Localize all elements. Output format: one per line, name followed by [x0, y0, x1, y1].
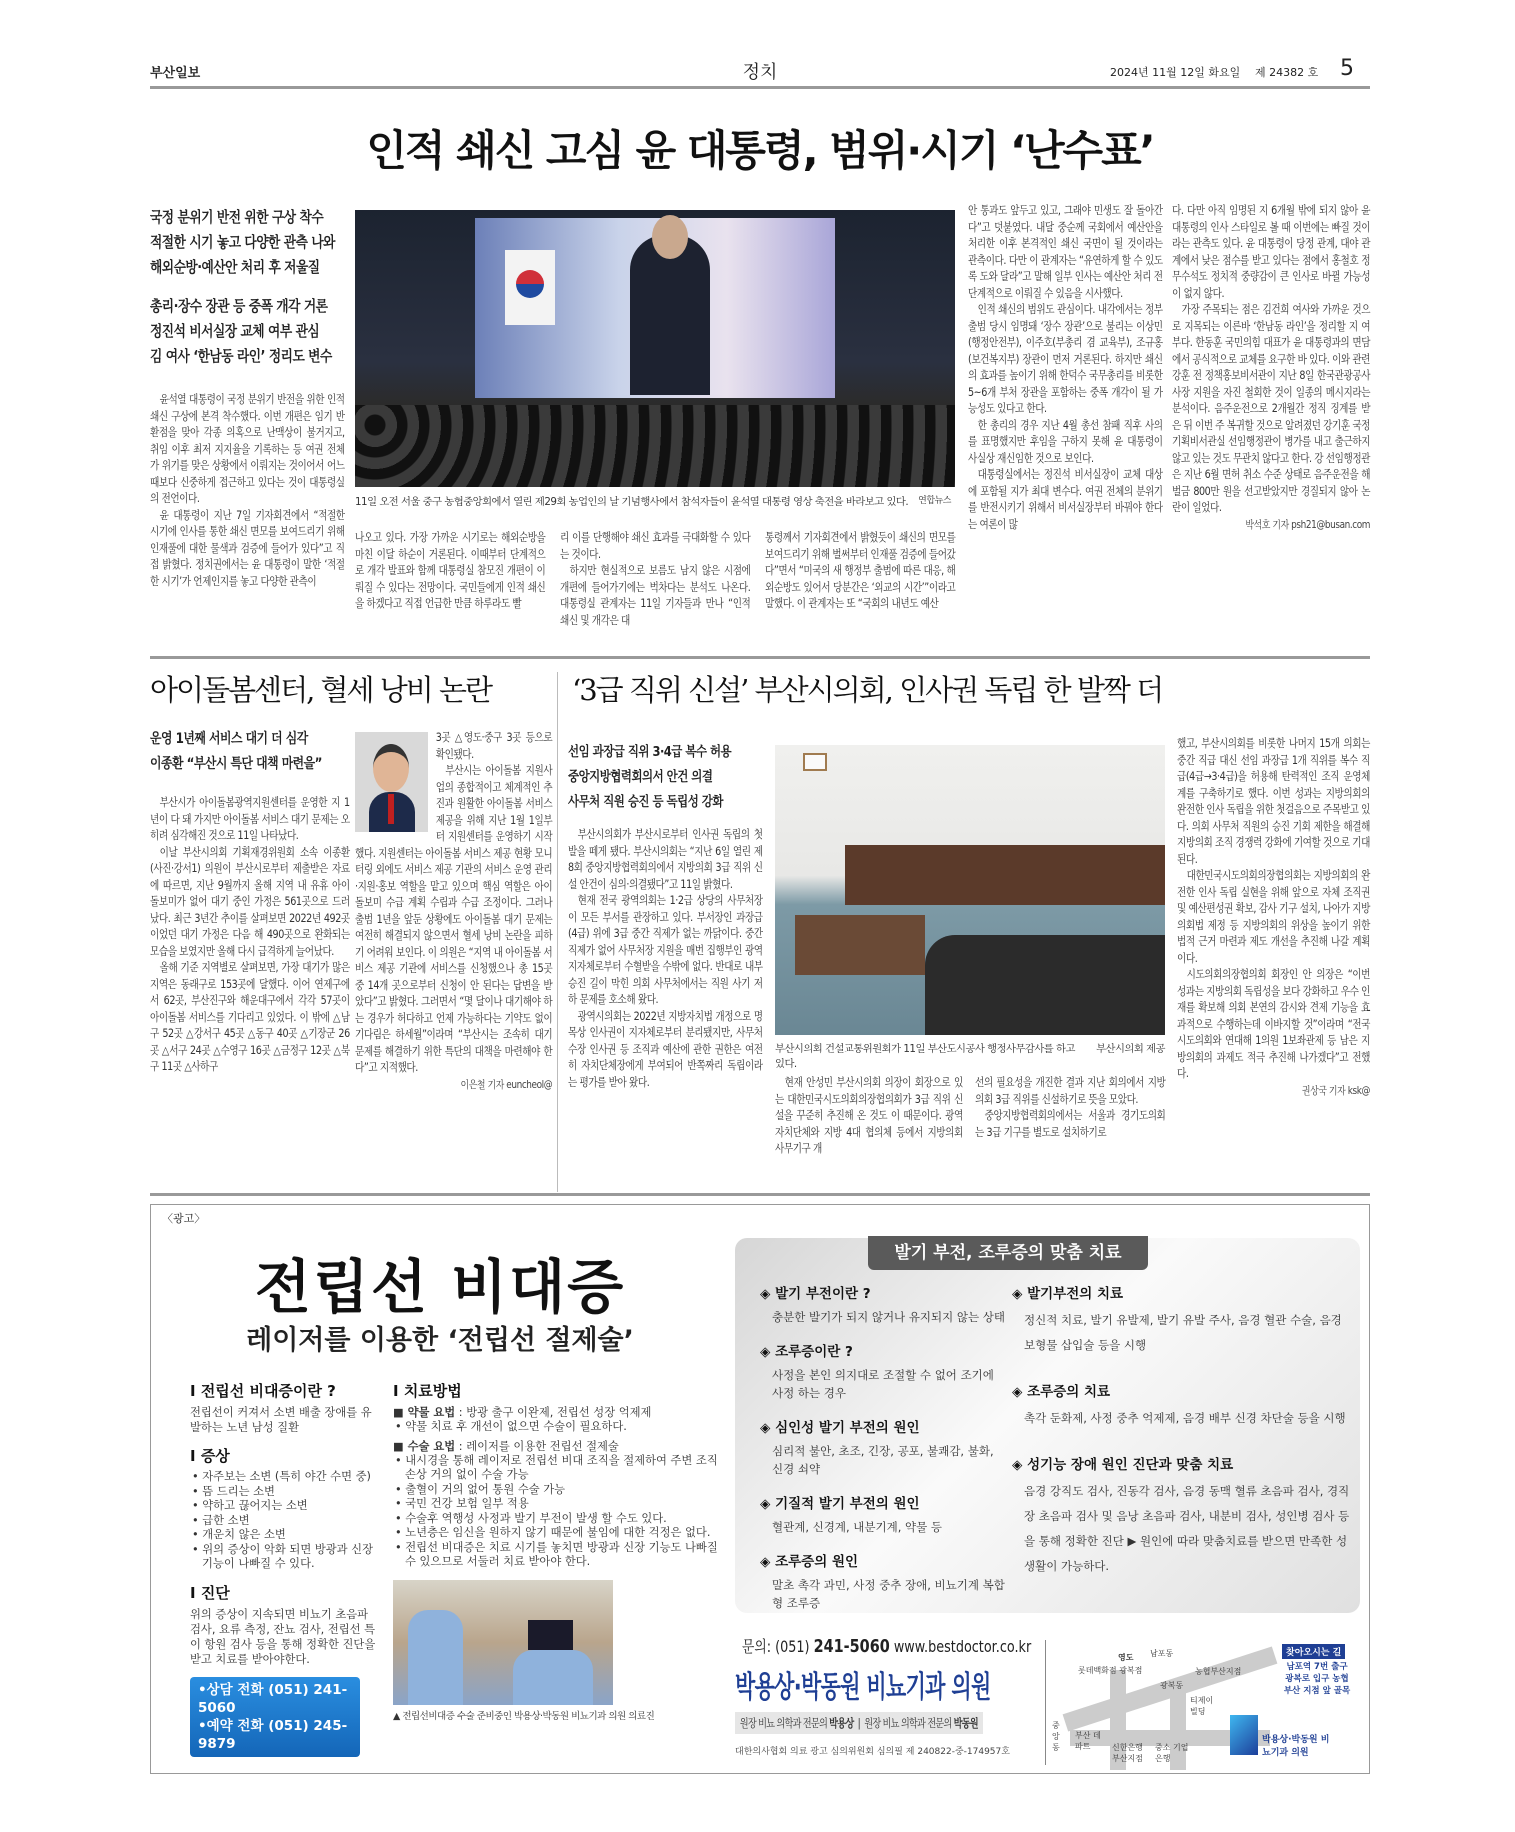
subhead: 사무처 직원 승진 등 독립성 강화: [568, 794, 723, 810]
contact-phone[interactable]: 241-5060: [813, 1636, 890, 1657]
speaker-figure: [630, 235, 710, 395]
article1-subheads: [150, 205, 350, 369]
list-item: • 위의 증상이 악화 되면 방광과 신장 기능이 나빠질 수 있다.: [192, 1542, 374, 1570]
panel-title: 발기 부전, 조루증의 맞춤 치료: [868, 1236, 1148, 1270]
paragraph: 중앙지방협력회의에서는 서울과 경기도의회는 3급 기구를 별도로 설치하기로: [975, 1109, 1166, 1139]
article2-col2: [355, 730, 552, 1093]
article3-col2: [775, 1075, 963, 1158]
paragraph: 현재 안성민 부산시의회 의장이 회장으로 있는 대한민국시도의회의장협의회가 3급 직위 신설을 꾸준히 추진해 온 것도 이 때문이다. 광역자치단체와 지방 4대 협의체 등에서 지방의회 사무기구 개: [775, 1076, 963, 1155]
article3-caption-row: [775, 1040, 1165, 1070]
panel-item-text: 음경 강직도 검사, 진동각 검사, 음경 동맥 혈류 초음파 검사, 경직장 초음파 검사 및 음낭 초음파 검사, 내분비 검사, 성인병 검사 등을 통해 정확한 진단 ▶ 원인에 따라 맞춤치료를 받으면 만족한 성생활이 가능하다.: [1024, 1484, 1350, 1573]
map-label: 티제이 빌딩: [1190, 1696, 1214, 1716]
section-rule: [150, 656, 1370, 659]
paragraph: 대한민국시도의회의장협의회는 지방의회의 완전한 인사 독립 실현을 위해 앞으로 자체 조직권 및 예산편성권 확보, 감사 기구 설치, 나아가 지방의회법 제정 등 지방의회의 위상을 높이기 위한 법적 근거 마련과 제도 개선을 추진해 나갈 계획이다.: [1177, 869, 1370, 965]
paragraph: 다. 다만 아직 임명된 지 6개월 밖에 되지 않아 윤 대통령의 인사 스타일로 볼 때 이번에는 빠질 것이라는 관측도 있다. 윤 대통령이 당정 관계, 대야 관계에서 낮은 점수를 받고 있다는 점에서 홍철호 정무수석도 정치적 중량감이 큰 인사로 바뀔 가능성이 없지 않다.: [1172, 204, 1371, 300]
photo-credit: 연합뉴스: [918, 496, 951, 506]
panel-item-text: 사정을 본인 의지대로 조절할 수 없어 조기에 사정 하는 경우: [772, 1368, 994, 1400]
list-item: • 급한 소변: [192, 1513, 250, 1527]
paragraph: 3곳 △영도·중구 3곳 등으로 확인됐다.: [435, 731, 553, 761]
panel-item-text: 충분한 발기가 되지 않거나 유지되지 않는 상태: [772, 1310, 1006, 1324]
surgery-photo-caption: ▲ 전립선비대증 수술 준비중인 박용상·박동원 비뇨기과 의원 의료진: [393, 1710, 655, 1722]
article3-col3: [975, 1075, 1165, 1141]
paragraph: 부산시의회가 부산시로부터 인사권 독립의 첫 발을 떼게 됐다. 부산시의회는 “지난 6일 열린 제8회 중앙지방협력회의에서 지방의회 3급 직위 신설 안건이 심의·의결됐다”고 11일 밝혔다.: [568, 828, 763, 891]
photo-caption: 부산시의회 건설교통위원회가 11일 부산도시공사 행정사무감사를 하고 있다.: [775, 1043, 1075, 1070]
ad-section-title: I 치료방법: [393, 1382, 462, 1400]
article1-photo: [355, 210, 955, 487]
article1-col3: [560, 530, 750, 629]
paragraph: 리 이를 단행해야 쇄신 효과를 극대화할 수 있다는 것이다.: [560, 531, 751, 561]
article3-subheads: [568, 740, 768, 815]
subhead: 총리·장수 장관 등 중폭 개각 거론: [150, 297, 328, 315]
subhead: 운영 1년째 서비스 대기 더 심각: [150, 731, 308, 747]
ad-what-title: 전립선 비대증이란 ?: [200, 1382, 336, 1400]
list-item: • 전립선 비대증은 치료 시기를 놓치면 방광과 신장 기능도 나빠질 수 있으므로 서둘러 치료 받아야 한다.: [395, 1540, 718, 1568]
masthead-issue: 제 24382 호: [1255, 66, 1319, 79]
map-label: 영도: [1118, 1653, 1134, 1662]
byline: 권상국 기자 ksk@: [1301, 1084, 1370, 1097]
list-item: • 뜸 드리는 소변: [192, 1484, 275, 1498]
section-rule: [150, 1193, 1370, 1196]
paragraph: 시도의회의장협의회 회장인 안 의장은 “이번 성과는 지방의회 독립성을 보다 강화하고 우수 인재를 확보해 의회 본연의 감시와 견제 기능을 효과적으로 수행하는데 이바지할 것”이라며 “전국 시도의회와 연대해 1의원 1보좌관제 등 남은 지방의회의 과제도 적극 추진해 나가겠다”고 전했다.: [1177, 968, 1370, 1080]
surgery-photo: [393, 1580, 613, 1705]
clinic-name: 박용상·박동원 비뇨기과 의원: [735, 1670, 991, 1705]
directions-title: 찾아오시는 길: [1282, 1644, 1345, 1659]
subhead: 해외순방·예산안 처리 후 저울질: [150, 258, 320, 276]
drug-therapy: ■ 약물 요법 : 방광 출구 이완제, 전립선 성장 억제제: [393, 1406, 652, 1419]
ad-what-text: 전립선이 커져서 소변 배출 장애를 유발하는 노년 남성 질환: [190, 1406, 372, 1434]
list-item: • 수술후 역행성 사정과 발기 부전이 발생 할 수도 있다.: [395, 1511, 667, 1525]
ad-treatment-col: [393, 1380, 728, 1722]
paragraph-part: 난 1월 1일부터 지원센터를 운영하기 시작했다. 지원센터는 아이돌봄 서비스 제공 현황 모니터링 외에도 서비스 제공 기관의 서비스 운영 관리·지원·홍보 역할을 맡고 있으며 핵심 역할은 아이 돌보미 수급 계획 수립과 수급 조정이다. 그러나 출범 1년을 앞둔 상황에도 아이돌봄 대기 문제는 여전히 해결되지 않으면서 혈세 낭비 논란을 피하기 어려워 보인다. 이 의원은 “지역 내 아이돌봄 서비스 제공 기관에 서비스를 신청했으나 총 15곳 중 14개 곳으로부터 신청이 안 된다는 답변을 받았다”고 밝혔다. 그러면서 “몇 달이나 대기해야 하는 경우가 허다하고 언제 가능하다는 기약도 없이 기다림은 하세월”이라며 “부산시는 조속히 대기 문제를 해결하기 위한 특단의 대책을 마련해야 한다”고 지적했다.: [355, 813, 553, 1074]
symptom-list: [190, 1470, 380, 1572]
masthead-rule: [150, 86, 1370, 89]
masthead-date: 2024년 11월 12일 화요일: [1110, 66, 1241, 79]
paragraph: 인적 쇄신의 범위도 관심이다. 내각에서는 정부 출범 당시 임명돼 ‘장수 장관’으로 불리는 이상민(행정안전부), 이주호(부총리 겸 교육부), 조규홍(보건복지부) 장관이 먼저 거론된다. 하지만 쇄신의 효과를 높이기 위해 한덕수 국무총리를 비롯한 5~6개 부처 장관을 포함하는 중폭 개각이 될 가능성도 있다고 한다.: [968, 303, 1163, 415]
paragraph: 현재 전국 광역의회는 1·2급 상당의 사무처장이 모든 부서를 관장하고 있다. 부서장인 과장급(4급) 위에 3급 중간 직제가 없는 까닭이다. 중간 직제가 없어 사무처장 지원을 매번 집행부인 광역지자체로부터 수혈받을 수밖에 없다. 반대로 내부 승진 길이 막힌 의회 사무처에서는 직원 사기 저하 문제를 호소해 왔다.: [568, 894, 763, 1006]
panel-item-title: ◈ 조루증의 치료: [1012, 1384, 1111, 1400]
article3-headline: ‘3급 직위 신설’ 부산시의회, 인사권 독립 한 발짝 더: [572, 673, 1163, 707]
subhead: 정진석 비서실장 교체 여부 관심: [150, 322, 320, 340]
panel-item-text: 정신적 치료, 발기 유발제, 발기 유발 주사, 음경 혈관 수술, 음경 보형물 삽입술 등을 시행: [1024, 1313, 1342, 1352]
contact-area: (051): [775, 1637, 810, 1656]
panel-item-title: ◈ 성기능 장애 원인 진단과 맞춤 치료: [1012, 1457, 1234, 1473]
ad-treat-title: 치료방법: [403, 1382, 462, 1400]
subhead: 국정 분위기 반전 위한 구상 착수: [150, 208, 324, 226]
panel-item-text: 말초 촉각 과민, 사정 중추 장애, 비뇨기계 복합형 조루증: [772, 1578, 1005, 1610]
ad-diag-text: 위의 증상이 지속되면 비뇨기 초음파 검사, 요류 측정, 잔뇨 검사, 전립선 특이 항원 검사 등을 통해 정확한 진단을 받고 치료를 받아야한다.: [190, 1607, 376, 1666]
ad-approval: 대한의사협회 의료 광고 심의위원회 심의필 제 240822-중-174957호: [735, 1747, 1010, 1757]
article2-subheads: [150, 727, 350, 777]
directions-text: 남포역 7번 출구 광복로 입구 농협 부산 지점 앞 골목: [1283, 1662, 1351, 1696]
map-label: 중소 기업은행: [1155, 1743, 1189, 1763]
ad-symptom-title: 증상: [200, 1447, 230, 1465]
article2-headline: 아이돌봄센터, 혈세 낭비 논란: [150, 673, 492, 707]
masthead-paper: 부산일보: [150, 66, 201, 81]
paragraph: 안 통과도 앞두고 있고, 그래야 민생도 잘 돌아간다”고 덧붙였다. 내달 중순께 국회에서 예산안을 처리한 이후 본격적인 쇄신 국면이 될 것이라는 관측이다. 다만 이 관계자는 “유연하게 할 수 있도록 도와 달라”고 말해 일부 인사는 예산안 처리 전 단계적으로 이뤄질 수 있음을 시사했다.: [968, 204, 1163, 300]
subhead: 김 여사 ‘한남동 라인’ 정리도 변수: [150, 347, 332, 365]
list-item: • 약하고 끊어지는 소변: [192, 1499, 308, 1512]
ad-section-title: I 증상: [190, 1447, 230, 1465]
panel-right: [1012, 1282, 1352, 1593]
audience: [355, 405, 955, 487]
article1-col5: [968, 203, 1163, 533]
ad-title: 전립선 비대증: [254, 1253, 626, 1321]
panel-item-text: 혈관계, 신경계, 내분기계, 약물 등: [772, 1520, 943, 1534]
panel-item-title: ◈ 심인성 발기 부전의 원인: [760, 1420, 920, 1436]
location-map: [1050, 1640, 1370, 1770]
phone-box: [190, 1677, 360, 1757]
ad-diag-title: 진단: [200, 1583, 230, 1602]
list-item: • 내시경을 통해 레이저로 전립선 비대 조직을 절제하여 주변 조직 손상 거의 없이 수술 가능: [395, 1453, 718, 1481]
ad-left-col: [190, 1380, 380, 1757]
list-item: • 출혈이 거의 없어 통원 수술 가능: [395, 1482, 566, 1496]
drug-list: [393, 1420, 728, 1435]
article1-col2: [355, 530, 545, 613]
ad-label: 〈광고〉: [162, 1212, 206, 1225]
article1-col1: [150, 392, 345, 590]
photo-credit: 부산시의회 제공: [1096, 1043, 1165, 1055]
surgery-list: [393, 1454, 728, 1570]
paragraph: 부산시가 아이돌봄광역지원센터를 운영한 지 1년이 다 돼 가지만 아이돌봄 서비스 대기 문제는 오히려 심각해진 것으로 11일 나타났다.: [150, 796, 350, 842]
byline: 박석호 기자 psh21@busan.com: [1245, 518, 1371, 531]
paragraph: 한 총리의 경우 지난 4월 총선 참패 직후 사의를 표명했지만 후임을 구하지 못해 윤 대통령이 사실상 재신임한 것으로 보인다.: [968, 418, 1163, 465]
clinic-building-icon: [1230, 1715, 1258, 1755]
flag-icon: [803, 753, 827, 771]
subhead: 이종환 “부산시 특단 대책 마련을”: [150, 756, 322, 772]
ad-section-title: I 전립선 비대증이란 ?: [190, 1382, 336, 1400]
article3-col1: [568, 827, 763, 1091]
panel-left: [760, 1282, 1005, 1626]
map-label: 농협부산지점: [1195, 1667, 1242, 1676]
paragraph-part: 부산시는 아이돌봄 지원사업의 종합적이고 체계적인 추진과 원활한 아이돌봄 서비스 제공을 위해 지: [435, 764, 553, 827]
reserve-phone[interactable]: •예약 전화 (051) 245-9879: [198, 1717, 348, 1752]
paragraph: 가장 주목되는 점은 김건희 여사와 가까운 것으로 지목되는 이른바 ‘한남동 라인’을 정리할 지 여부다. 한동훈 국민의힘 대표가 윤 대통령과의 면담에서 공식적으로 교체를 요구한 바 있다. 이와 관련 강훈 전 정책홍보비서관이 지난 8일 한국관광공사 사장 지원을 자진 철회한 것이 일종의 메시지라는 분석이다. 음주운전으로 2개월간 정직 징계를 받은 뒤 이번 주 복귀할 것으로 알려졌던 강기훈 국정기획비서관실 선임행정관이 병가를 내고 출근하지 않고 있는 것도 무관치 않다고 한다. 강 선임행정관은 지난 6월 면허 취소 수준 상태로 음주운전을 해 벌금 800만 원을 선고받았지만 경질되지 않아 논란이 일었다.: [1172, 303, 1371, 514]
list-item: • 국민 건강 보험 일부 적용: [395, 1497, 529, 1510]
paragraph: 올해 기준 지역별로 살펴보면, 가장 대기가 많은 지역은 동래구로 153곳에 달했다. 이어 연제구에서 62곳, 부산진구와 해운대구에서 각각 57곳이 아이돌봄 서비스를 기다리고 있었다. 이 밖에 △남구 52곳 △강서구 45곳 △동구 40곳 △기장군 26곳 △서구 24곳 △수영구 16곳 △금정구 12곳 △북구 11곳 △사하구: [150, 961, 350, 1073]
list-item: • 자주보는 소변 (특히 야간 수면 중): [192, 1470, 371, 1483]
contact-line: [742, 1634, 1031, 1657]
subhead: 중앙지방협력회의서 안건 의결: [568, 769, 713, 785]
page-number: 5: [1340, 56, 1354, 81]
doctors-line: 원장 비뇨 의학과 전문의 박용상 | 원장 비뇨 의학과 전문의 박동원: [735, 1712, 983, 1734]
map-label: 남포동: [1150, 1649, 1174, 1658]
map-label: 부산 데파트: [1075, 1731, 1101, 1751]
article3-col4: [1177, 736, 1370, 1099]
panel-item-title: ◈ 기질적 발기 부전의 원인: [760, 1496, 920, 1512]
panel-item-title: ◈ 발기부전의 치료: [1012, 1286, 1124, 1302]
paragraph: 윤석열 대통령이 국정 분위기 반전을 위한 인적 쇄신 구상에 본격 착수했다. 이번 개편은 임기 반환점을 맞아 각종 의혹으로 난맥상이 불거지고, 취임 이후 최저 지지율을 기록하는 등 여권 전체가 위기를 맞은 상황에서 이뤄지는 것이어서 어느 때보다 신중하게 접근하고 있다는 것이 대통령실의 전언이다.: [150, 393, 345, 505]
main-headline: 인적 쇄신 고심 윤 대통령, 범위·시기 ‘난수표’: [366, 126, 1154, 175]
paragraph: 나오고 있다. 가장 가까운 시기로는 해외순방을 마친 이달 하순이 거론된다. 이때부터 단계적으로 개각 발표와 함께 대통령실 참모진 개편이 이뤄질 수 있다는 전망이다. 국민들에게 인적 쇄신을 하겠다고 직접 언급한 만큼 하루라도 빨: [355, 531, 546, 610]
article3-photo: [775, 745, 1165, 1035]
article1-caption-row: [355, 493, 955, 508]
panel-item-title: ◈ 조루증이란 ?: [760, 1344, 853, 1360]
surgery-therapy: ■ 수술 요법 : 레이저를 이용한 전립선 절제술: [393, 1439, 619, 1453]
panel-item-title: ◈ 조루증의 원인: [760, 1554, 859, 1570]
paragraph: 선의 필요성을 개진한 결과 지난 회의에서 지방의회 3급 직위를 신설하기로 뜻을 모았다.: [975, 1076, 1166, 1106]
map-label: 신한은행 부산지점: [1112, 1743, 1143, 1763]
paragraph: 대통령실에서는 정진석 비서실장이 교체 대상에 포함될 지가 최대 변수다. 여권 전체의 분위기를 반전시키기 위해서 비서실장부터 바꿔야 한다는 여론이 많: [968, 468, 1163, 531]
subhead: 선임 과장급 직위 3·4급 복수 허용: [568, 744, 732, 760]
ad-section-title: I 진단: [190, 1583, 230, 1602]
map-label: 롯데백화점 광복점: [1078, 1666, 1143, 1675]
paragraph: 하지만 현실적으로 보름도 남지 않은 시점에 개편에 들어가기에는 벅차다는 분석도 나온다. 대통령실 관계자는 11일 기자들과 만나 “인적 쇄신 및 개각은 대: [560, 564, 751, 627]
website-link[interactable]: www.bestdoctor.co.kr: [893, 1637, 1032, 1656]
column-divider: [557, 672, 558, 1192]
map-divider: [1045, 1640, 1046, 1765]
ad-subtitle: 레이저를 이용한 ‘전립선 절제술’: [246, 1325, 634, 1356]
panel-item-title: ◈ 발기 부전이란 ?: [760, 1286, 871, 1302]
article1-col4: [765, 530, 955, 613]
article2-col1: [150, 795, 350, 1076]
flag-icon: [505, 250, 555, 325]
list-item: • 노년층은 임신을 원하지 않기 때문에 불임에 대한 걱정은 없다.: [395, 1526, 711, 1539]
portrait-space: [355, 730, 436, 834]
paragraph: 이날 부산시의회 기획재경위원회 소속 이종환(사진·강서1) 의원이 부산시로부터 제출받은 자료에 따르면, 지난 9월까지 올해 지역 내 유휴 아이 돌보미가 없어 대기 중인 가정은 561곳으로 드러났다. 최근 3년간 추이를 살펴보면 2022년 492곳이었던 대기 가정은 다음 해 490곳으로 완화되는 모습을 보였지만 올해 다시 급격하게 늘어났다.: [150, 845, 350, 958]
list-item: • 개운치 않은 소변: [192, 1528, 286, 1541]
map-label: 광복동: [1160, 1681, 1184, 1690]
list-item: • 약물 치료 후 개선이 없으면 수술이 필요하다.: [395, 1420, 627, 1433]
paragraph: 했고, 부산시의회를 비롯한 나머지 15개 의회는 중간 직급 대신 선임 과장급 1개 직위를 복수 직급(4급→3·4급)을 허용해 탄력적인 조직 운영체계를 구축하기로 했다. 이번 성과는 지방의회의 완전한 인사 독립을 위한 첫걸음으로 주목받고 있다. 의회 사무처 직원의 승진 기회 제한을 해결해 지방의회 조직 경쟁력 강화에 기여할 것으로 기대된다.: [1177, 737, 1370, 866]
subhead: 적절한 시기 놓고 다양한 관측 나와: [150, 233, 335, 251]
photo-caption: 11일 오전 서울 중구 농협중앙회에서 열린 제29회 농업인의 날 기념행사에서 참석자들이 윤석열 대통령 영상 축전을 바라보고 있다.: [355, 496, 909, 508]
contact-label: 문의:: [742, 1637, 772, 1656]
article1-col6: [1172, 203, 1370, 533]
panel-item-text: 심리적 불안, 초조, 긴장, 공포, 불쾌감, 불화, 신경 쇠약: [772, 1444, 994, 1476]
panel-item-text: 촉각 둔화제, 사정 중추 억제제, 음경 배부 신경 차단술 등을 시행: [1024, 1411, 1346, 1425]
paragraph: 윤 대통령이 지난 7일 기자회견에서 “적절한 시기에 인사를 통한 쇄신 면모를 보여드리기 위해 인재풀에 대한 물색과 검증에 들어가 있다”고 직접 밝혔다. 정치권에서는 윤 대통령이 말한 ‘적절한 시기’가 언제인지를 놓고 다양한 관측이: [150, 508, 345, 588]
masthead-section: 정치: [742, 62, 778, 83]
map-clinic-label: 박용상·박동원 비뇨기과 의원: [1262, 1735, 1330, 1758]
paragraph: 광역시의회는 2022년 지방자치법 개정으로 명목상 인사권이 지자체로부터 분리됐지만, 사무처 수장 인사권 등 조직과 예산에 관한 권한은 여전히 자치단체장에게 부여되어 반쪽짜리 독립이라는 평가를 받아 왔다.: [568, 1009, 763, 1089]
map-label: 중앙동: [1052, 1721, 1060, 1752]
consult-phone[interactable]: •상담 전화 (051) 241-5060: [198, 1681, 348, 1716]
byline: 이은철 기자 euncheol@: [460, 1078, 553, 1091]
paragraph: 통령께서 기자회견에서 밝혔듯이 쇄신의 면모를 보여드리기 위해 벌써부터 인재풀 검증에 들어갔다”면서 “미국의 새 행정부 출범에 따른 대응, 해외순방도 있어서 당분간은 ‘외교의 시간’”이라고 말했다. 이 관계자는 또 “국회의 내년도 예산: [765, 531, 956, 610]
